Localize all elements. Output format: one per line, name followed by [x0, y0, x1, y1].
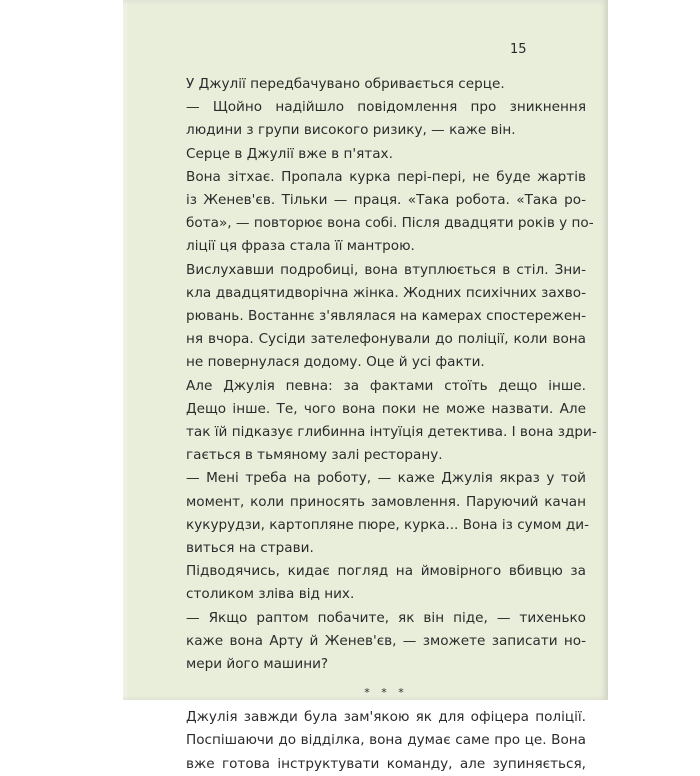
text-line: — Щойно надійшло повідомлення про зникнення [186, 99, 586, 116]
text-line: Дещо інше. Те, чого вона поки не може назвати. Але [186, 400, 586, 417]
text-line: мери його машини? [186, 656, 329, 673]
text-line: виться на страви. [186, 540, 314, 557]
text-line: Поспішаючи до відділка, вона думає саме про це. Вона [186, 732, 586, 749]
text-line: гається в тьмяному залі ресторану. [186, 447, 443, 464]
page-number: 15 [510, 42, 527, 57]
text-line: із Женев'єв. Тільки — праця. «Така робота. «Така ро- [186, 192, 586, 209]
text-line: Вона зітхає. Пропала курка пері-пері, не буде жартів [186, 168, 586, 185]
text-line: не повернулася додому. Оце й усі факти. [186, 354, 485, 371]
body-text [186, 73, 597, 776]
text-line: людини з групи високого ризику, — каже він. [186, 122, 516, 139]
text-line: — Мені треба на роботу, — каже Джулія якраз у той [186, 470, 586, 487]
text-line: ня вчора. Сусіди зателефонували до поліції, коли вона [186, 331, 586, 348]
text-line: Але Джулія певна: за фактами стоїть дещо інше. [186, 377, 586, 394]
text-line: момент, коли приносять замовлення. Паруючий качан [186, 493, 586, 510]
text-line: кла двадцятидворічна жінка. Жодних психічних захво- [186, 284, 586, 301]
text-line: Вислухавши подробиці, вона втуплюється в стіл. Зни- [186, 261, 586, 278]
text-line: вже готова інструктувати команду, але зупиняється, [186, 755, 586, 772]
text-line: так їй підказує глибинна інтуїція детектива. І вона здри- [186, 424, 597, 441]
text-line: столиком зліва від них. [186, 586, 355, 603]
text-line: рювань. Востаннє з'являлася на камерах спостережен- [186, 308, 586, 325]
text-line: бота», — повторює вона собі. Після двадцяти років у по- [186, 215, 594, 232]
text-line: Серце в Джулії вже в п'ятах. [186, 145, 393, 162]
section-separator: * * * [364, 686, 408, 700]
text-line: каже вона Арту й Женев'єв, — зможете записати но- [186, 632, 586, 649]
text-line: Підводячись, кидає погляд на ймовірного вбивцю за [186, 563, 586, 580]
text-line: У Джулії передбачувано обривається серце. [186, 76, 505, 92]
text-line: — Якщо раптом побачите, як він піде, — тихенько [186, 609, 586, 626]
text-line: кукурудзи, картопляне пюре, курка... Вона із сумом ди- [186, 516, 590, 533]
book-page [123, 0, 608, 772]
text-line: Джулія завжди була зам'якою як для офіцера поліції. [186, 709, 586, 726]
text-line: ліції ця фраза стала її мантрою. [186, 238, 415, 255]
